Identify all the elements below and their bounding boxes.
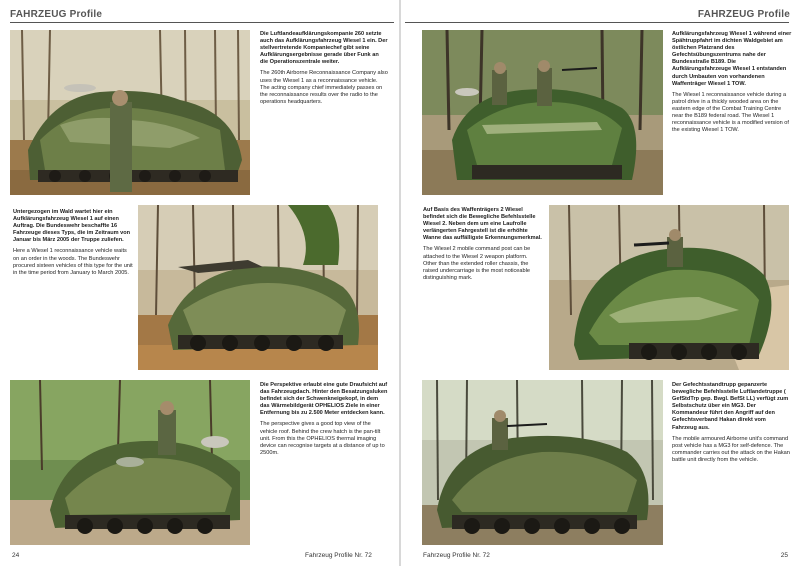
caption-6-english: The mobile armoured Airborne unit's command post vehicle has a MG3 for self-defence. The commander carries out the attack on the Hakan battle unit directly from the vehicle. xyxy=(672,435,790,463)
caption-1-german: Die Luftlandeaufklärungskompanie 260 setzte auch das Aufklärungsfahrzeug Wiesel 1 ein. Der stellvertretende Kompaniechef gibt seine Aufklärungsergebnisse gerade über Funk an die Operationszentrale weiter. xyxy=(260,31,388,66)
brand-header-left: FAHRZEUG Profile xyxy=(10,9,103,20)
photo-wiesel-roof-view xyxy=(10,380,250,545)
photo-wiesel-radio xyxy=(10,30,250,195)
caption-5-german: Auf Basis des Waffenträgers 2 Wiesel befindet sich die Bewegliche Befehlsstelle Wiesel 2. Neben dem um eine Laufrolle verlängerten Fahrgestell ist die erhöhte Wanne das auffälligste Erkennungsmerkmal. xyxy=(423,207,542,242)
header-rule-right xyxy=(405,22,789,23)
caption-3-german: Die Perspektive erlaubt eine gute Draufsicht auf das Fahrzeugdach. Hinter den Besatzungsluken befindet sich der Schwenkneigekopf, in dem das Wärmebildgerät OPHELIOS Ziele in einer Entfernung bis zu 2.500 Meter entdecken kann. xyxy=(260,382,388,417)
caption-1-english: The 260th Airborne Reconnaissance Company also uses the Wiesel 1 as a reconnaissance vehicle. The acting company chief immediately passes on the reconnaissance results over the radio to the operations headquarters. xyxy=(260,70,388,105)
page-number-right: 25 xyxy=(780,552,788,559)
caption-block-6 xyxy=(672,382,792,468)
brand-header-right: FAHRZEUG Profile xyxy=(697,9,790,20)
caption-6-german: Der Gefechtsstandtrupp gepanzerte bewegliche Befehlsstelle Luftlandetruppe ( GefStdTrp gep. Bwgl. BefSt LL) verfügt zum Selbstschutz über ein MG3. Der Kommandeur führt den Angriff auf den Gefechtsverband Hakan direkt vom Fahrzeug aus. xyxy=(672,382,789,431)
caption-block-5 xyxy=(423,207,543,286)
caption-block-4 xyxy=(672,31,792,138)
caption-4-german: Aufklärungsfahrzeug Wiesel 1 während einer Spähtruppfahrt im dichten Waldgebiet am östlichen Platzrand des Gefechtsübungszentrums nahe der Bundesstraße B189. Die Aufklärungsfahrzeuge Wiesel 1 entstanden durch Umbauten von vorhandenen Waffenträger Wiesel 1 TOW. xyxy=(672,31,792,87)
right-page xyxy=(401,0,800,566)
left-page xyxy=(0,0,399,566)
photo-command-post-mg3 xyxy=(422,380,663,545)
caption-block-1 xyxy=(260,31,388,110)
footer-left: Fahrzeug Profile Nr. 72 xyxy=(305,552,372,559)
page-number-left: 24 xyxy=(12,552,20,559)
caption-2-english: Here a Wiesel 1 reconnaissance vehicle waits on an order in the woods. The Bundeswehr procured sixteen vehicles of this type for the unit in the time period from January to March 2005. xyxy=(13,248,133,276)
photo-wiesel2-command-post xyxy=(549,205,789,370)
photo-wiesel-patrol xyxy=(422,30,663,195)
photo-wiesel-woods xyxy=(138,205,378,370)
caption-3-english: The perspective gives a good top view of the vehicle roof. Behind the crew hatch is the pan-tilt unit. From this the OPHELIOS thermal imaging device can recognise targets at a distance of up to 2500m. xyxy=(260,421,385,456)
footer-right: Fahrzeug Profile Nr. 72 xyxy=(423,552,490,559)
caption-5-english: The Wiesel 2 mobile command post can be attached to the Wiesel 2 weapon platform. Other than the extended roller chassis, the raised undercarriage is the most noticeable distinguishing mark. xyxy=(423,246,531,281)
caption-4-english: The Wiesel 1 reconnaissance vehicle during a patrol drive in a thickly wooded area on the eastern edge of the Combat Training Centre near the B189 federal road. The Wiesel 1 reconnaissance vehicle is a modified version of the existing Wiesel 1 TOW. xyxy=(672,91,789,134)
caption-2-german: Untergezogen im Wald wartet hier ein Aufklärungsfahrzeug Wiesel 1 auf einen Auftrag. Die Bundeswehr beschaffte 16 Fahrzeuge dieses Typs, die im Zeitraum von Januar bis März 2005 der Truppe zuliefen. xyxy=(13,209,131,244)
caption-block-3 xyxy=(260,382,388,461)
header-rule-left xyxy=(10,22,394,23)
caption-block-2 xyxy=(13,209,133,281)
